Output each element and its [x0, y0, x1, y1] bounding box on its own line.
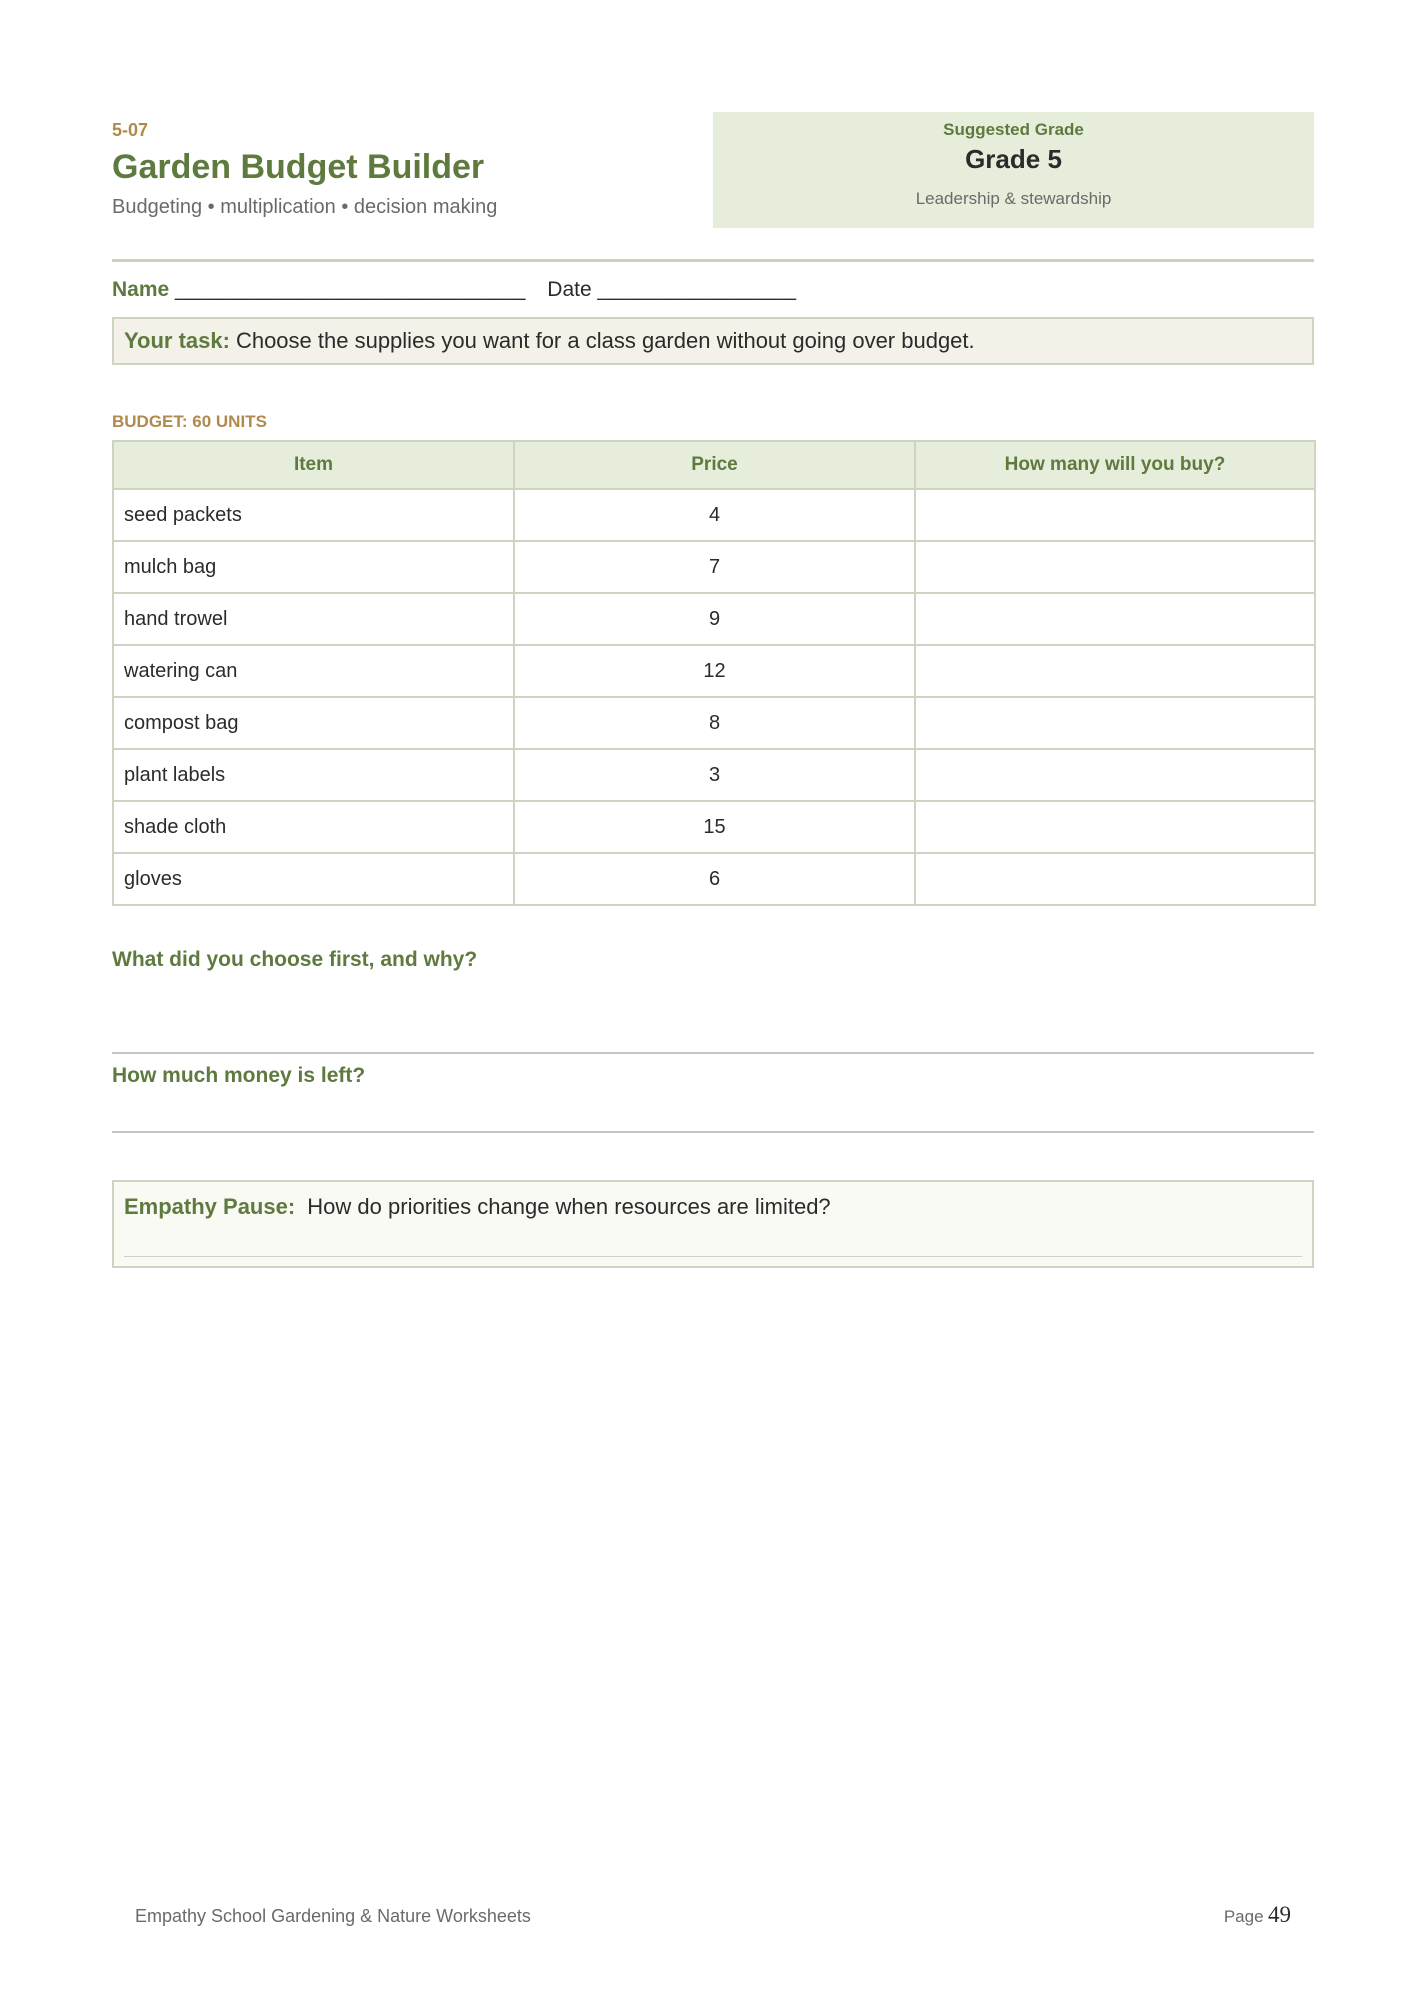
empathy-label: Empathy Pause:: [124, 1194, 296, 1219]
quantity-cell[interactable]: [915, 541, 1315, 593]
quantity-cell[interactable]: [915, 801, 1315, 853]
price-cell: 4: [514, 489, 915, 541]
worksheet-code: 5-07: [112, 120, 149, 140]
supplies-table: [112, 440, 1316, 906]
item-cell: shade cloth: [113, 801, 514, 853]
table-row: [113, 801, 1315, 853]
table-row: [113, 749, 1315, 801]
item-cell: seed packets: [113, 489, 514, 541]
name-date-row: [112, 278, 796, 302]
page-label: Page: [1223, 1907, 1264, 1926]
task-label: Your task:: [124, 328, 230, 353]
quantity-cell[interactable]: [915, 645, 1315, 697]
footer-series-title: Empathy School Gardening & Nature Worksheets: [135, 1906, 531, 1926]
column-header-quantity: How many will you buy?: [915, 441, 1315, 489]
item-cell: hand trowel: [113, 593, 514, 645]
name-field[interactable]: ______________________________: [175, 278, 526, 301]
table-row: [113, 697, 1315, 749]
column-header-item: Item: [113, 441, 514, 489]
item-cell: plant labels: [113, 749, 514, 801]
item-cell: watering can: [113, 645, 514, 697]
answer-line-money-left[interactable]: [112, 1131, 1314, 1133]
table-row: [113, 853, 1315, 905]
quantity-cell[interactable]: [915, 853, 1315, 905]
quantity-cell[interactable]: [915, 593, 1315, 645]
question-first-choice: What did you choose first, and why?: [112, 948, 478, 971]
price-cell: 7: [514, 541, 915, 593]
date-label: Date: [547, 278, 592, 301]
quantity-cell[interactable]: [915, 697, 1315, 749]
empathy-question: How do priorities change when resources are limited?: [307, 1194, 831, 1219]
question-money-left: How much money is left?: [112, 1064, 366, 1087]
task-box: [112, 317, 1314, 365]
column-header-price: Price: [514, 441, 915, 489]
grade-value: Grade 5: [965, 144, 1062, 174]
quantity-cell[interactable]: [915, 489, 1315, 541]
empathy-pause-box: [112, 1180, 1314, 1268]
item-cell: compost bag: [113, 697, 514, 749]
page-title: Garden Budget Builder: [112, 148, 485, 186]
header-divider: [112, 259, 1314, 262]
page-number: 49: [1268, 1902, 1291, 1927]
worksheet-header: [112, 112, 1314, 228]
page-subtitle: Budgeting • multiplication • decision making: [112, 196, 498, 218]
table-row: [113, 489, 1315, 541]
table-header-row: [113, 441, 1315, 489]
name-label: Name: [112, 278, 170, 301]
item-cell: gloves: [113, 853, 514, 905]
table-row: [113, 541, 1315, 593]
answer-line-first-choice[interactable]: [112, 1052, 1314, 1054]
worksheet-page: [112, 0, 1314, 2000]
date-field[interactable]: _________________: [597, 278, 797, 301]
quantity-cell[interactable]: [915, 749, 1315, 801]
empathy-answer-line[interactable]: [124, 1256, 1302, 1257]
table-row: [113, 645, 1315, 697]
item-cell: mulch bag: [113, 541, 514, 593]
empathy-prompt: [124, 1194, 831, 1220]
grade-theme: Leadership & stewardship: [915, 189, 1112, 208]
price-cell: 9: [514, 593, 915, 645]
price-cell: 15: [514, 801, 915, 853]
table-row: [113, 593, 1315, 645]
price-cell: 8: [514, 697, 915, 749]
footer-page: [1224, 1902, 1291, 1928]
price-cell: 3: [514, 749, 915, 801]
grade-label: Suggested Grade: [943, 120, 1084, 139]
price-cell: 6: [514, 853, 915, 905]
price-cell: 12: [514, 645, 915, 697]
budget-label: BUDGET: 60 UNITS: [112, 412, 267, 431]
task-text: Choose the supplies you want for a class garden without going over budget.: [235, 328, 975, 353]
grade-box: [713, 112, 1314, 228]
